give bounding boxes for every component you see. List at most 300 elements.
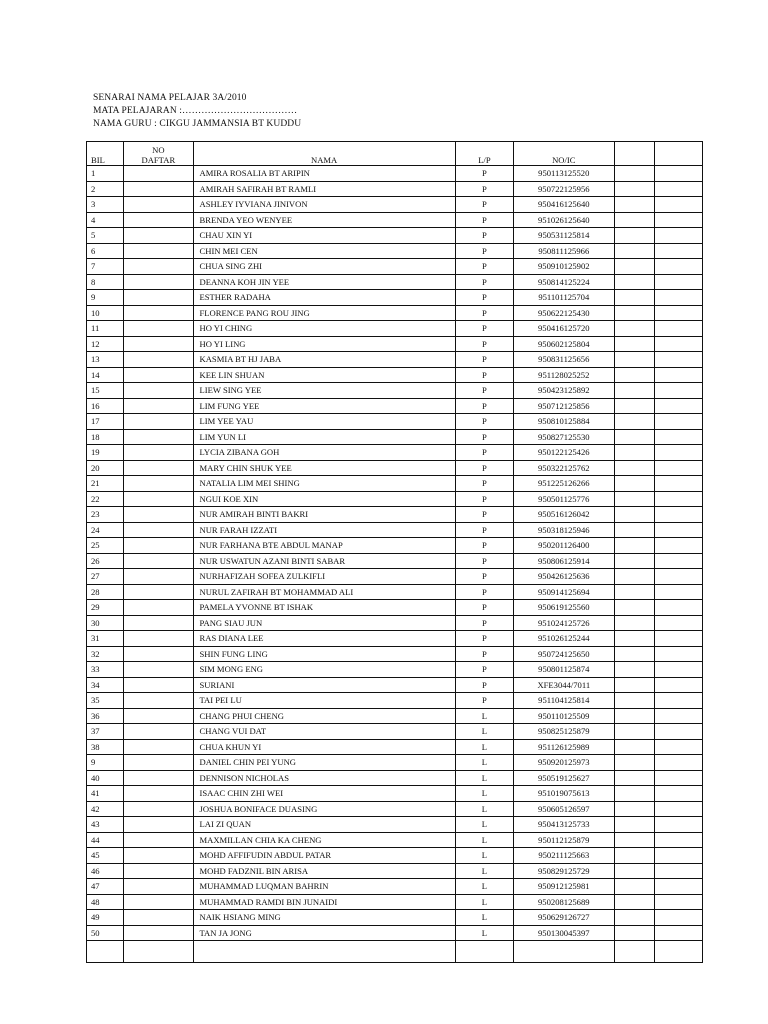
cell-no-daftar bbox=[124, 212, 193, 228]
cell-lp: L bbox=[455, 848, 513, 864]
cell-lp: P bbox=[455, 336, 513, 352]
cell-blank-2 bbox=[654, 553, 702, 569]
cell-no-daftar bbox=[124, 414, 193, 430]
cell-nama: CHANG PHUI CHENG bbox=[193, 708, 455, 724]
cell-lp: P bbox=[455, 600, 513, 616]
cell-blank-1 bbox=[614, 569, 654, 585]
cell-no-daftar bbox=[124, 925, 193, 941]
cell-blank-2 bbox=[654, 615, 702, 631]
cell-bil: 14 bbox=[87, 367, 124, 383]
cell-nama: SHIN FUNG LING bbox=[193, 646, 455, 662]
table-row bbox=[87, 274, 703, 290]
cell-noic: 950113125520 bbox=[514, 166, 614, 182]
cell-blank-1 bbox=[614, 600, 654, 616]
table-row bbox=[87, 584, 703, 600]
cell-no-daftar bbox=[124, 739, 193, 755]
cell-no-daftar bbox=[124, 615, 193, 631]
cell-blank-2 bbox=[654, 445, 702, 461]
cell-blank-1 bbox=[614, 925, 654, 941]
table-row bbox=[87, 290, 703, 306]
cell-bil: 10 bbox=[87, 305, 124, 321]
cell-no-daftar bbox=[124, 507, 193, 523]
cell-blank-1 bbox=[614, 445, 654, 461]
cell-nama: SIM MONG ENG bbox=[193, 662, 455, 678]
cell-nama: PAMELA YVONNE BT ISHAK bbox=[193, 600, 455, 616]
cell-no-daftar bbox=[124, 631, 193, 647]
cell-noic: 950814125224 bbox=[514, 274, 614, 290]
cell-blank-1 bbox=[614, 321, 654, 337]
cell-lp: L bbox=[455, 910, 513, 926]
cell-no-daftar bbox=[124, 584, 193, 600]
cell-lp: P bbox=[455, 352, 513, 368]
cell-no-daftar bbox=[124, 879, 193, 895]
cell-noic: 951019075613 bbox=[514, 786, 614, 802]
cell-blank-2 bbox=[654, 522, 702, 538]
cell-nama: MAXMILLAN CHIA KA CHENG bbox=[193, 832, 455, 848]
cell-noic: 951024125726 bbox=[514, 615, 614, 631]
cell-bil: 6 bbox=[87, 243, 124, 259]
cell-lp: P bbox=[455, 212, 513, 228]
table-body bbox=[87, 166, 703, 963]
cell-bil: 18 bbox=[87, 429, 124, 445]
table-row bbox=[87, 646, 703, 662]
cell-nama: NUR FARAH IZZATI bbox=[193, 522, 455, 538]
table-row bbox=[87, 228, 703, 244]
cell-no-daftar bbox=[124, 398, 193, 414]
cell-blank-2 bbox=[654, 212, 702, 228]
cell-no-daftar bbox=[124, 693, 193, 709]
cell-nama: DEANNA KOH JIN YEE bbox=[193, 274, 455, 290]
table-row bbox=[87, 367, 703, 383]
cell-blank-1 bbox=[614, 336, 654, 352]
cell-lp: P bbox=[455, 305, 513, 321]
cell-no-daftar bbox=[124, 894, 193, 910]
table-row bbox=[87, 693, 703, 709]
cell-lp: L bbox=[455, 801, 513, 817]
cell-bil: 30 bbox=[87, 615, 124, 631]
cell-noic: 950426125636 bbox=[514, 569, 614, 585]
cell-nama: LIM YEE YAU bbox=[193, 414, 455, 430]
cell-bil: 29 bbox=[87, 600, 124, 616]
cell-lp: L bbox=[455, 817, 513, 833]
cell-blank-2 bbox=[654, 197, 702, 213]
cell-blank-1 bbox=[614, 398, 654, 414]
cell-bil: 8 bbox=[87, 274, 124, 290]
cell-nama: TAI PEI LU bbox=[193, 693, 455, 709]
cell-nama: DENNISON NICHOLAS bbox=[193, 770, 455, 786]
cell-blank-1 bbox=[614, 708, 654, 724]
cell-blank-1 bbox=[614, 476, 654, 492]
cell-bil: 42 bbox=[87, 801, 124, 817]
cell-blank-1 bbox=[614, 755, 654, 771]
cell-lp: L bbox=[455, 894, 513, 910]
cell-blank-2 bbox=[654, 693, 702, 709]
cell-lp: P bbox=[455, 429, 513, 445]
document-header bbox=[93, 92, 301, 131]
cell-bil: 44 bbox=[87, 832, 124, 848]
cell-lp: P bbox=[455, 290, 513, 306]
cell-no-daftar bbox=[124, 801, 193, 817]
cell-noic: 950413125733 bbox=[514, 817, 614, 833]
table-row bbox=[87, 259, 703, 275]
table-row bbox=[87, 522, 703, 538]
cell-no-daftar bbox=[124, 491, 193, 507]
column-header-lp: L/P bbox=[455, 142, 513, 166]
cell-lp: P bbox=[455, 662, 513, 678]
cell-lp: L bbox=[455, 786, 513, 802]
cell-no-daftar bbox=[124, 166, 193, 182]
cell-bil: 23 bbox=[87, 507, 124, 523]
cell-blank-2 bbox=[654, 290, 702, 306]
cell-bil: 31 bbox=[87, 631, 124, 647]
table-row bbox=[87, 677, 703, 693]
cell-nama: CHANG VUI DAT bbox=[193, 724, 455, 740]
cell-lp: P bbox=[455, 259, 513, 275]
cell-noic: 950130045397 bbox=[514, 925, 614, 941]
cell-blank-2 bbox=[654, 662, 702, 678]
cell-lp: P bbox=[455, 569, 513, 585]
cell-bil: 19 bbox=[87, 445, 124, 461]
cell-noic: 950423125892 bbox=[514, 383, 614, 399]
student-roster-table bbox=[86, 141, 703, 963]
cell-noic: 950825125879 bbox=[514, 724, 614, 740]
cell-blank-1 bbox=[614, 910, 654, 926]
cell-nama: DANIEL CHIN PEI YUNG bbox=[193, 755, 455, 771]
cell-nama: LIEW SING YEE bbox=[193, 383, 455, 399]
cell-blank-1 bbox=[614, 677, 654, 693]
cell-no-daftar bbox=[124, 367, 193, 383]
table-row bbox=[87, 786, 703, 802]
cell-no-daftar bbox=[124, 848, 193, 864]
table-row bbox=[87, 615, 703, 631]
cell-blank-2 bbox=[654, 398, 702, 414]
cell-lp: L bbox=[455, 724, 513, 740]
cell-blank-2 bbox=[654, 724, 702, 740]
table-row bbox=[87, 414, 703, 430]
cell-blank-1 bbox=[614, 507, 654, 523]
cell-bil: 25 bbox=[87, 538, 124, 554]
cell-blank-2 bbox=[654, 243, 702, 259]
cell-blank-2 bbox=[654, 631, 702, 647]
cell-bil: 43 bbox=[87, 817, 124, 833]
cell-blank-2 bbox=[654, 863, 702, 879]
cell-bil: 1 bbox=[87, 166, 124, 182]
cell-blank-2 bbox=[654, 786, 702, 802]
cell-no-daftar bbox=[124, 817, 193, 833]
cell-no-daftar bbox=[124, 522, 193, 538]
cell-blank-1 bbox=[614, 739, 654, 755]
cell-no-daftar bbox=[124, 646, 193, 662]
cell-bil: 15 bbox=[87, 383, 124, 399]
cell-lp: L bbox=[455, 770, 513, 786]
cell-blank-1 bbox=[614, 367, 654, 383]
cell-bil bbox=[87, 941, 124, 963]
table-row bbox=[87, 708, 703, 724]
cell-no-daftar bbox=[124, 383, 193, 399]
cell-blank-1 bbox=[614, 181, 654, 197]
table-row bbox=[87, 569, 703, 585]
cell-blank-1 bbox=[614, 770, 654, 786]
cell-blank-2 bbox=[654, 181, 702, 197]
cell-lp: P bbox=[455, 181, 513, 197]
cell-nama: HO YI CHING bbox=[193, 321, 455, 337]
table-row bbox=[87, 910, 703, 926]
cell-lp: P bbox=[455, 584, 513, 600]
cell-noic: 950122125426 bbox=[514, 445, 614, 461]
cell-nama: MARY CHIN SHUK YEE bbox=[193, 460, 455, 476]
cell-no-daftar bbox=[124, 181, 193, 197]
cell-nama: NUR FARHANA BTE ABDUL MANAP bbox=[193, 538, 455, 554]
cell-noic: 950416125720 bbox=[514, 321, 614, 337]
cell-blank-2 bbox=[654, 646, 702, 662]
cell-nama bbox=[193, 941, 455, 963]
cell-noic: 950801125874 bbox=[514, 662, 614, 678]
cell-nama: RAS DIANA LEE bbox=[193, 631, 455, 647]
cell-nama: FLORENCE PANG ROU JING bbox=[193, 305, 455, 321]
cell-nama: NURUL ZAFIRAH BT MOHAMMAD ALI bbox=[193, 584, 455, 600]
header-row bbox=[87, 142, 703, 166]
cell-blank-1 bbox=[614, 894, 654, 910]
cell-blank-1 bbox=[614, 584, 654, 600]
cell-bil: 12 bbox=[87, 336, 124, 352]
cell-bil: 37 bbox=[87, 724, 124, 740]
table-row bbox=[87, 879, 703, 895]
cell-noic: 950208125689 bbox=[514, 894, 614, 910]
cell-blank-1 bbox=[614, 197, 654, 213]
table-row bbox=[87, 770, 703, 786]
cell-noic: 950201126400 bbox=[514, 538, 614, 554]
cell-noic: 950531125814 bbox=[514, 228, 614, 244]
cell-nama: NAIK HSIANG MING bbox=[193, 910, 455, 926]
cell-no-daftar bbox=[124, 228, 193, 244]
cell-bil: 16 bbox=[87, 398, 124, 414]
cell-nama: ESTHER RADAHA bbox=[193, 290, 455, 306]
cell-blank-2 bbox=[654, 476, 702, 492]
table-row bbox=[87, 460, 703, 476]
cell-blank-2 bbox=[654, 538, 702, 554]
cell-nama: LIM YUN LI bbox=[193, 429, 455, 445]
cell-noic bbox=[514, 941, 614, 963]
cell-noic: XFE3044/7011 bbox=[514, 677, 614, 693]
table-row bbox=[87, 600, 703, 616]
cell-blank-2 bbox=[654, 941, 702, 963]
table-row bbox=[87, 631, 703, 647]
table-row bbox=[87, 755, 703, 771]
table-row bbox=[87, 212, 703, 228]
cell-noic: 950519125627 bbox=[514, 770, 614, 786]
cell-no-daftar bbox=[124, 569, 193, 585]
cell-no-daftar bbox=[124, 770, 193, 786]
cell-blank-1 bbox=[614, 243, 654, 259]
table-row bbox=[87, 832, 703, 848]
cell-no-daftar bbox=[124, 600, 193, 616]
cell-blank-1 bbox=[614, 848, 654, 864]
cell-blank-2 bbox=[654, 739, 702, 755]
cell-noic: 950629126727 bbox=[514, 910, 614, 926]
table-row bbox=[87, 305, 703, 321]
cell-blank-1 bbox=[614, 305, 654, 321]
table-header bbox=[87, 142, 703, 166]
cell-no-daftar bbox=[124, 941, 193, 963]
cell-bil: 48 bbox=[87, 894, 124, 910]
cell-bil: 40 bbox=[87, 770, 124, 786]
cell-blank-2 bbox=[654, 677, 702, 693]
cell-bil: 46 bbox=[87, 863, 124, 879]
cell-blank-2 bbox=[654, 352, 702, 368]
cell-noic: 950619125560 bbox=[514, 600, 614, 616]
cell-blank-1 bbox=[614, 646, 654, 662]
cell-noic: 950806125914 bbox=[514, 553, 614, 569]
cell-lp: P bbox=[455, 367, 513, 383]
cell-bil: 22 bbox=[87, 491, 124, 507]
cell-lp: P bbox=[455, 538, 513, 554]
cell-blank-2 bbox=[654, 708, 702, 724]
column-header-no-daftar bbox=[124, 142, 193, 166]
table-row bbox=[87, 383, 703, 399]
table-row bbox=[87, 166, 703, 182]
cell-blank-2 bbox=[654, 336, 702, 352]
cell-no-daftar bbox=[124, 910, 193, 926]
cell-nama: NURHAFIZAH SOFEA ZULKIFLI bbox=[193, 569, 455, 585]
cell-blank-2 bbox=[654, 507, 702, 523]
cell-lp: P bbox=[455, 197, 513, 213]
cell-lp: P bbox=[455, 460, 513, 476]
cell-bil: 35 bbox=[87, 693, 124, 709]
cell-blank-2 bbox=[654, 832, 702, 848]
cell-lp: P bbox=[455, 693, 513, 709]
cell-lp: L bbox=[455, 755, 513, 771]
cell-no-daftar bbox=[124, 197, 193, 213]
cell-lp: P bbox=[455, 646, 513, 662]
cell-blank-2 bbox=[654, 259, 702, 275]
cell-noic: 950605126597 bbox=[514, 801, 614, 817]
cell-blank-2 bbox=[654, 491, 702, 507]
cell-noic: 951026125640 bbox=[514, 212, 614, 228]
cell-noic: 950622125430 bbox=[514, 305, 614, 321]
cell-bil: 20 bbox=[87, 460, 124, 476]
cell-nama: MUHAMMAD LUQMAN BAHRIN bbox=[193, 879, 455, 895]
cell-bil: 3 bbox=[87, 197, 124, 213]
cell-lp: P bbox=[455, 321, 513, 337]
cell-no-daftar bbox=[124, 259, 193, 275]
cell-nama: KASMIA BT HJ JABA bbox=[193, 352, 455, 368]
cell-noic: 950912125981 bbox=[514, 879, 614, 895]
cell-lp: P bbox=[455, 522, 513, 538]
cell-no-daftar bbox=[124, 476, 193, 492]
cell-bil: 2 bbox=[87, 181, 124, 197]
table-row bbox=[87, 507, 703, 523]
cell-lp: P bbox=[455, 445, 513, 461]
cell-noic: 951101125704 bbox=[514, 290, 614, 306]
cell-nama: CHAU XIN YI bbox=[193, 228, 455, 244]
cell-noic: 950112125879 bbox=[514, 832, 614, 848]
cell-blank-2 bbox=[654, 600, 702, 616]
cell-blank-1 bbox=[614, 522, 654, 538]
cell-noic: 950811125966 bbox=[514, 243, 614, 259]
cell-noic: 950516126042 bbox=[514, 507, 614, 523]
cell-noic: 951104125814 bbox=[514, 693, 614, 709]
cell-lp bbox=[455, 941, 513, 963]
cell-nama: CHUA SING ZHI bbox=[193, 259, 455, 275]
cell-noic: 950920125973 bbox=[514, 755, 614, 771]
cell-blank-2 bbox=[654, 274, 702, 290]
cell-bil: 33 bbox=[87, 662, 124, 678]
subject-line: MATA PELAJARAN :……………………………… bbox=[93, 106, 298, 116]
cell-nama: LYCIA ZIBANA GOH bbox=[193, 445, 455, 461]
cell-blank-2 bbox=[654, 770, 702, 786]
cell-blank-2 bbox=[654, 848, 702, 864]
cell-blank-2 bbox=[654, 755, 702, 771]
cell-blank-2 bbox=[654, 460, 702, 476]
cell-noic: 950318125946 bbox=[514, 522, 614, 538]
cell-no-daftar bbox=[124, 832, 193, 848]
cell-lp: P bbox=[455, 398, 513, 414]
cell-nama: ASHLEY IYVIANA JINIVON bbox=[193, 197, 455, 213]
cell-lp: P bbox=[455, 631, 513, 647]
cell-nama: NATALIA LIM MEI SHING bbox=[193, 476, 455, 492]
cell-bil: 9 bbox=[87, 290, 124, 306]
cell-blank-1 bbox=[614, 274, 654, 290]
cell-lp: P bbox=[455, 383, 513, 399]
cell-no-daftar bbox=[124, 305, 193, 321]
cell-noic: 950501125776 bbox=[514, 491, 614, 507]
column-header-bil: BIL bbox=[87, 142, 124, 166]
cell-no-daftar bbox=[124, 243, 193, 259]
cell-bil: 45 bbox=[87, 848, 124, 864]
cell-blank-2 bbox=[654, 367, 702, 383]
cell-nama: MUHAMMAD RAMDI BIN JUNAIDI bbox=[193, 894, 455, 910]
cell-lp: P bbox=[455, 677, 513, 693]
cell-blank-2 bbox=[654, 305, 702, 321]
cell-bil: 41 bbox=[87, 786, 124, 802]
cell-no-daftar bbox=[124, 290, 193, 306]
cell-lp: P bbox=[455, 615, 513, 631]
cell-blank-1 bbox=[614, 801, 654, 817]
cell-no-daftar bbox=[124, 445, 193, 461]
cell-blank-1 bbox=[614, 491, 654, 507]
cell-blank-1 bbox=[614, 414, 654, 430]
cell-nama: MOHD AFFIFUDIN ABDUL PATAR bbox=[193, 848, 455, 864]
cell-blank-2 bbox=[654, 569, 702, 585]
cell-noic: 950827125530 bbox=[514, 429, 614, 445]
cell-nama: CHIN MEI CEN bbox=[193, 243, 455, 259]
cell-lp: P bbox=[455, 414, 513, 430]
cell-nama: AMIRAH SAFIRAH BT RAMLI bbox=[193, 181, 455, 197]
cell-noic: 950322125762 bbox=[514, 460, 614, 476]
table-row-empty bbox=[87, 941, 703, 963]
cell-nama: AMIRA ROSALIA BT ARIPIN bbox=[193, 166, 455, 182]
table-row bbox=[87, 863, 703, 879]
cell-no-daftar bbox=[124, 274, 193, 290]
cell-noic: 950602125804 bbox=[514, 336, 614, 352]
table-row bbox=[87, 801, 703, 817]
cell-blank-1 bbox=[614, 228, 654, 244]
table-row bbox=[87, 925, 703, 941]
cell-nama: NUR USWATUN AZANI BINTI SABAR bbox=[193, 553, 455, 569]
cell-noic: 950211125663 bbox=[514, 848, 614, 864]
cell-no-daftar bbox=[124, 460, 193, 476]
cell-blank-1 bbox=[614, 259, 654, 275]
table-row bbox=[87, 321, 703, 337]
cell-lp: L bbox=[455, 832, 513, 848]
cell-lp: L bbox=[455, 708, 513, 724]
cell-nama: BRENDA YEO WENYEE bbox=[193, 212, 455, 228]
cell-blank-2 bbox=[654, 383, 702, 399]
table-row bbox=[87, 352, 703, 368]
column-header-nama: NAMA bbox=[193, 142, 455, 166]
cell-no-daftar bbox=[124, 336, 193, 352]
cell-blank-1 bbox=[614, 941, 654, 963]
